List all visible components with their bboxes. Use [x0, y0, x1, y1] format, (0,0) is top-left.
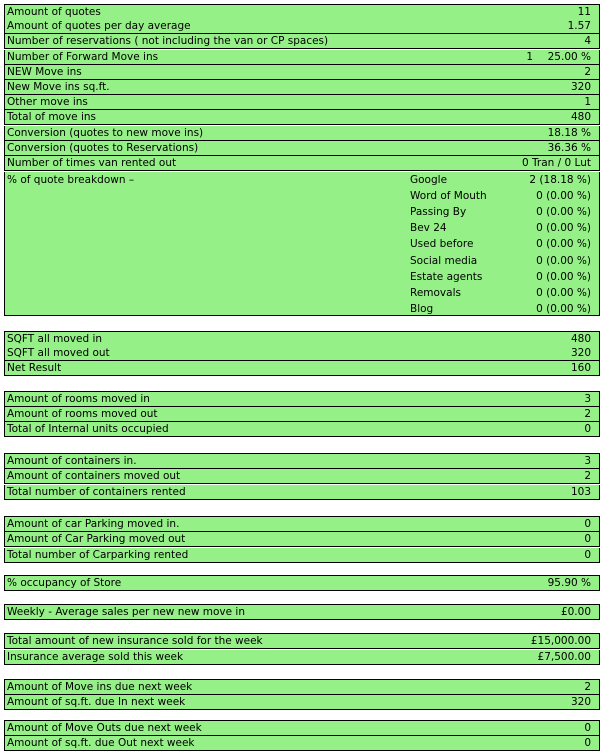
row-label: Net Result — [7, 362, 62, 374]
row-label: Insurance average sold this week — [7, 651, 184, 663]
row-value: 320 — [570, 81, 591, 93]
report-row — [4, 4, 600, 20]
row-value: 3 — [584, 393, 591, 405]
row-label: Amount of quotes — [7, 6, 101, 18]
row-extra-value: 1 — [526, 51, 533, 63]
breakdown-source-name: Word of Mouth — [410, 190, 487, 203]
row-value: 320 — [570, 347, 591, 359]
report-row — [4, 19, 600, 34]
breakdown-source-name: Estate agents — [410, 270, 483, 283]
row-label: Total number of Carparking rented — [7, 549, 189, 561]
report-row — [4, 110, 600, 125]
report-row — [4, 650, 600, 665]
breakdown-source-name: Used before — [410, 238, 474, 251]
report-row — [4, 485, 600, 500]
report-row — [4, 34, 600, 49]
report-row — [4, 469, 600, 484]
report-row — [4, 633, 600, 649]
row-value: 2 — [584, 66, 591, 78]
row-value: 18.18 % — [547, 127, 591, 139]
report-row — [4, 141, 600, 156]
report-row — [4, 575, 600, 591]
breakdown-source-value: 0 (0.00 %) — [536, 190, 591, 203]
breakdown-source-name: Social media — [410, 254, 478, 267]
row-label: Number of reservations ( not including the van or CP spaces) — [7, 35, 329, 47]
breakdown-source-value: 0 (0.00 %) — [536, 238, 591, 251]
breakdown-source-value: 0 (0.00 %) — [536, 302, 591, 315]
row-value: 2 — [584, 408, 591, 420]
report-row — [4, 695, 600, 710]
row-value: 0 — [584, 423, 591, 435]
report-row — [4, 736, 600, 751]
report-row — [4, 679, 600, 695]
report-row — [4, 422, 600, 437]
row-label: Conversion (quotes to Reservations) — [7, 142, 199, 154]
breakdown-source-value: 0 (0.00 %) — [536, 222, 591, 235]
report-row — [4, 720, 600, 736]
row-value: 320 — [570, 696, 591, 708]
report-row — [4, 407, 600, 422]
row-value: 36.36 % — [547, 142, 591, 154]
row-value: 480 — [570, 111, 591, 123]
row-label: Weekly - Average sales per new new move in — [7, 606, 246, 618]
row-label: New Move ins sq.ft. — [7, 81, 110, 93]
row-label: Amount of rooms moved in — [7, 393, 150, 405]
report-row — [4, 453, 600, 469]
row-label: Conversion (quotes to new move ins) — [7, 127, 204, 139]
row-label: Amount of containers moved out — [7, 470, 181, 482]
row-label: % occupancy of Store — [7, 577, 122, 589]
row-value: £0.00 — [560, 606, 591, 618]
row-label: Amount of containers in. — [7, 455, 137, 467]
breakdown-source-value: 0 (0.00 %) — [536, 270, 591, 283]
row-label: Amount of rooms moved out — [7, 408, 158, 420]
breakdown-source-value: 0 (0.00 %) — [536, 206, 591, 219]
row-value: 0 — [584, 722, 591, 734]
row-label: Total number of containers rented — [7, 486, 186, 498]
row-value: 0 — [584, 533, 591, 545]
breakdown-source-name: Google — [410, 174, 448, 186]
row-value: 0 Tran / 0 Lut — [522, 157, 591, 169]
row-label: SQFT all moved in — [7, 333, 103, 345]
row-label: Number of times van rented out — [7, 157, 177, 169]
breakdown-source-value: 0 (0.00 %) — [536, 254, 591, 267]
breakdown-source-name: Passing By — [410, 206, 467, 219]
report-row — [4, 516, 600, 532]
row-value: 2 — [584, 470, 591, 482]
report-row — [4, 361, 600, 376]
row-label: Amount of Move Outs due next week — [7, 722, 202, 734]
row-label: Total of Internal units occupied — [7, 423, 169, 435]
row-value: 0 — [584, 737, 591, 749]
row-label: Amount of Car Parking moved out — [7, 533, 186, 545]
row-label: NEW Move ins — [7, 66, 82, 78]
report-row — [4, 548, 600, 563]
row-label: Amount of car Parking moved in. — [7, 518, 180, 530]
report-row — [4, 126, 600, 141]
row-value: 160 — [570, 362, 591, 374]
row-value: 3 — [584, 455, 591, 467]
row-value: 0 — [584, 549, 591, 561]
report-row — [4, 391, 600, 407]
report-row — [4, 80, 600, 95]
breakdown-source-name: Bev 24 — [410, 222, 447, 235]
report-row — [4, 65, 600, 80]
report-row — [4, 331, 600, 347]
row-label: Amount of sq.ft. due In next week — [7, 696, 186, 708]
report-row — [4, 604, 600, 620]
breakdown-source-name: Blog — [410, 302, 434, 315]
row-value: 4 — [584, 35, 591, 47]
row-value: £15,000.00 — [530, 635, 591, 647]
breakdown-source-value: 0 (0.00 %) — [536, 286, 591, 299]
row-value: 2 — [584, 681, 591, 693]
report-row — [4, 346, 600, 361]
row-value: 1.57 — [567, 20, 591, 32]
quote-breakdown-block — [4, 172, 600, 316]
row-label: Amount of Move ins due next week — [7, 681, 193, 693]
row-value: 1 — [584, 96, 591, 108]
report-row — [4, 95, 600, 110]
report-row — [4, 156, 600, 171]
row-label: Total of move ins — [7, 111, 97, 123]
row-value: 11 — [577, 6, 591, 18]
breakdown-source-name: Removals — [410, 286, 461, 299]
breakdown-source-value: 2 (18.18 %) — [529, 174, 591, 186]
row-label: Amount of sq.ft. due Out next week — [7, 737, 195, 749]
row-label: SQFT all moved out — [7, 347, 110, 359]
row-label: Number of Forward Move ins — [7, 51, 159, 63]
row-value: £7,500.00 — [537, 651, 591, 663]
breakdown-label: % of quote breakdown – — [7, 174, 135, 186]
row-value: 25.00 % — [547, 51, 591, 63]
row-value: 103 — [570, 486, 591, 498]
row-label: Total amount of new insurance sold for the week — [7, 635, 263, 647]
report-row — [4, 532, 600, 547]
row-label: Other move ins — [7, 96, 88, 108]
row-value: 95.90 % — [547, 577, 591, 589]
row-label: Amount of quotes per day average — [7, 20, 191, 32]
row-value: 0 — [584, 518, 591, 530]
row-value: 480 — [570, 333, 591, 345]
report-row — [4, 50, 600, 65]
